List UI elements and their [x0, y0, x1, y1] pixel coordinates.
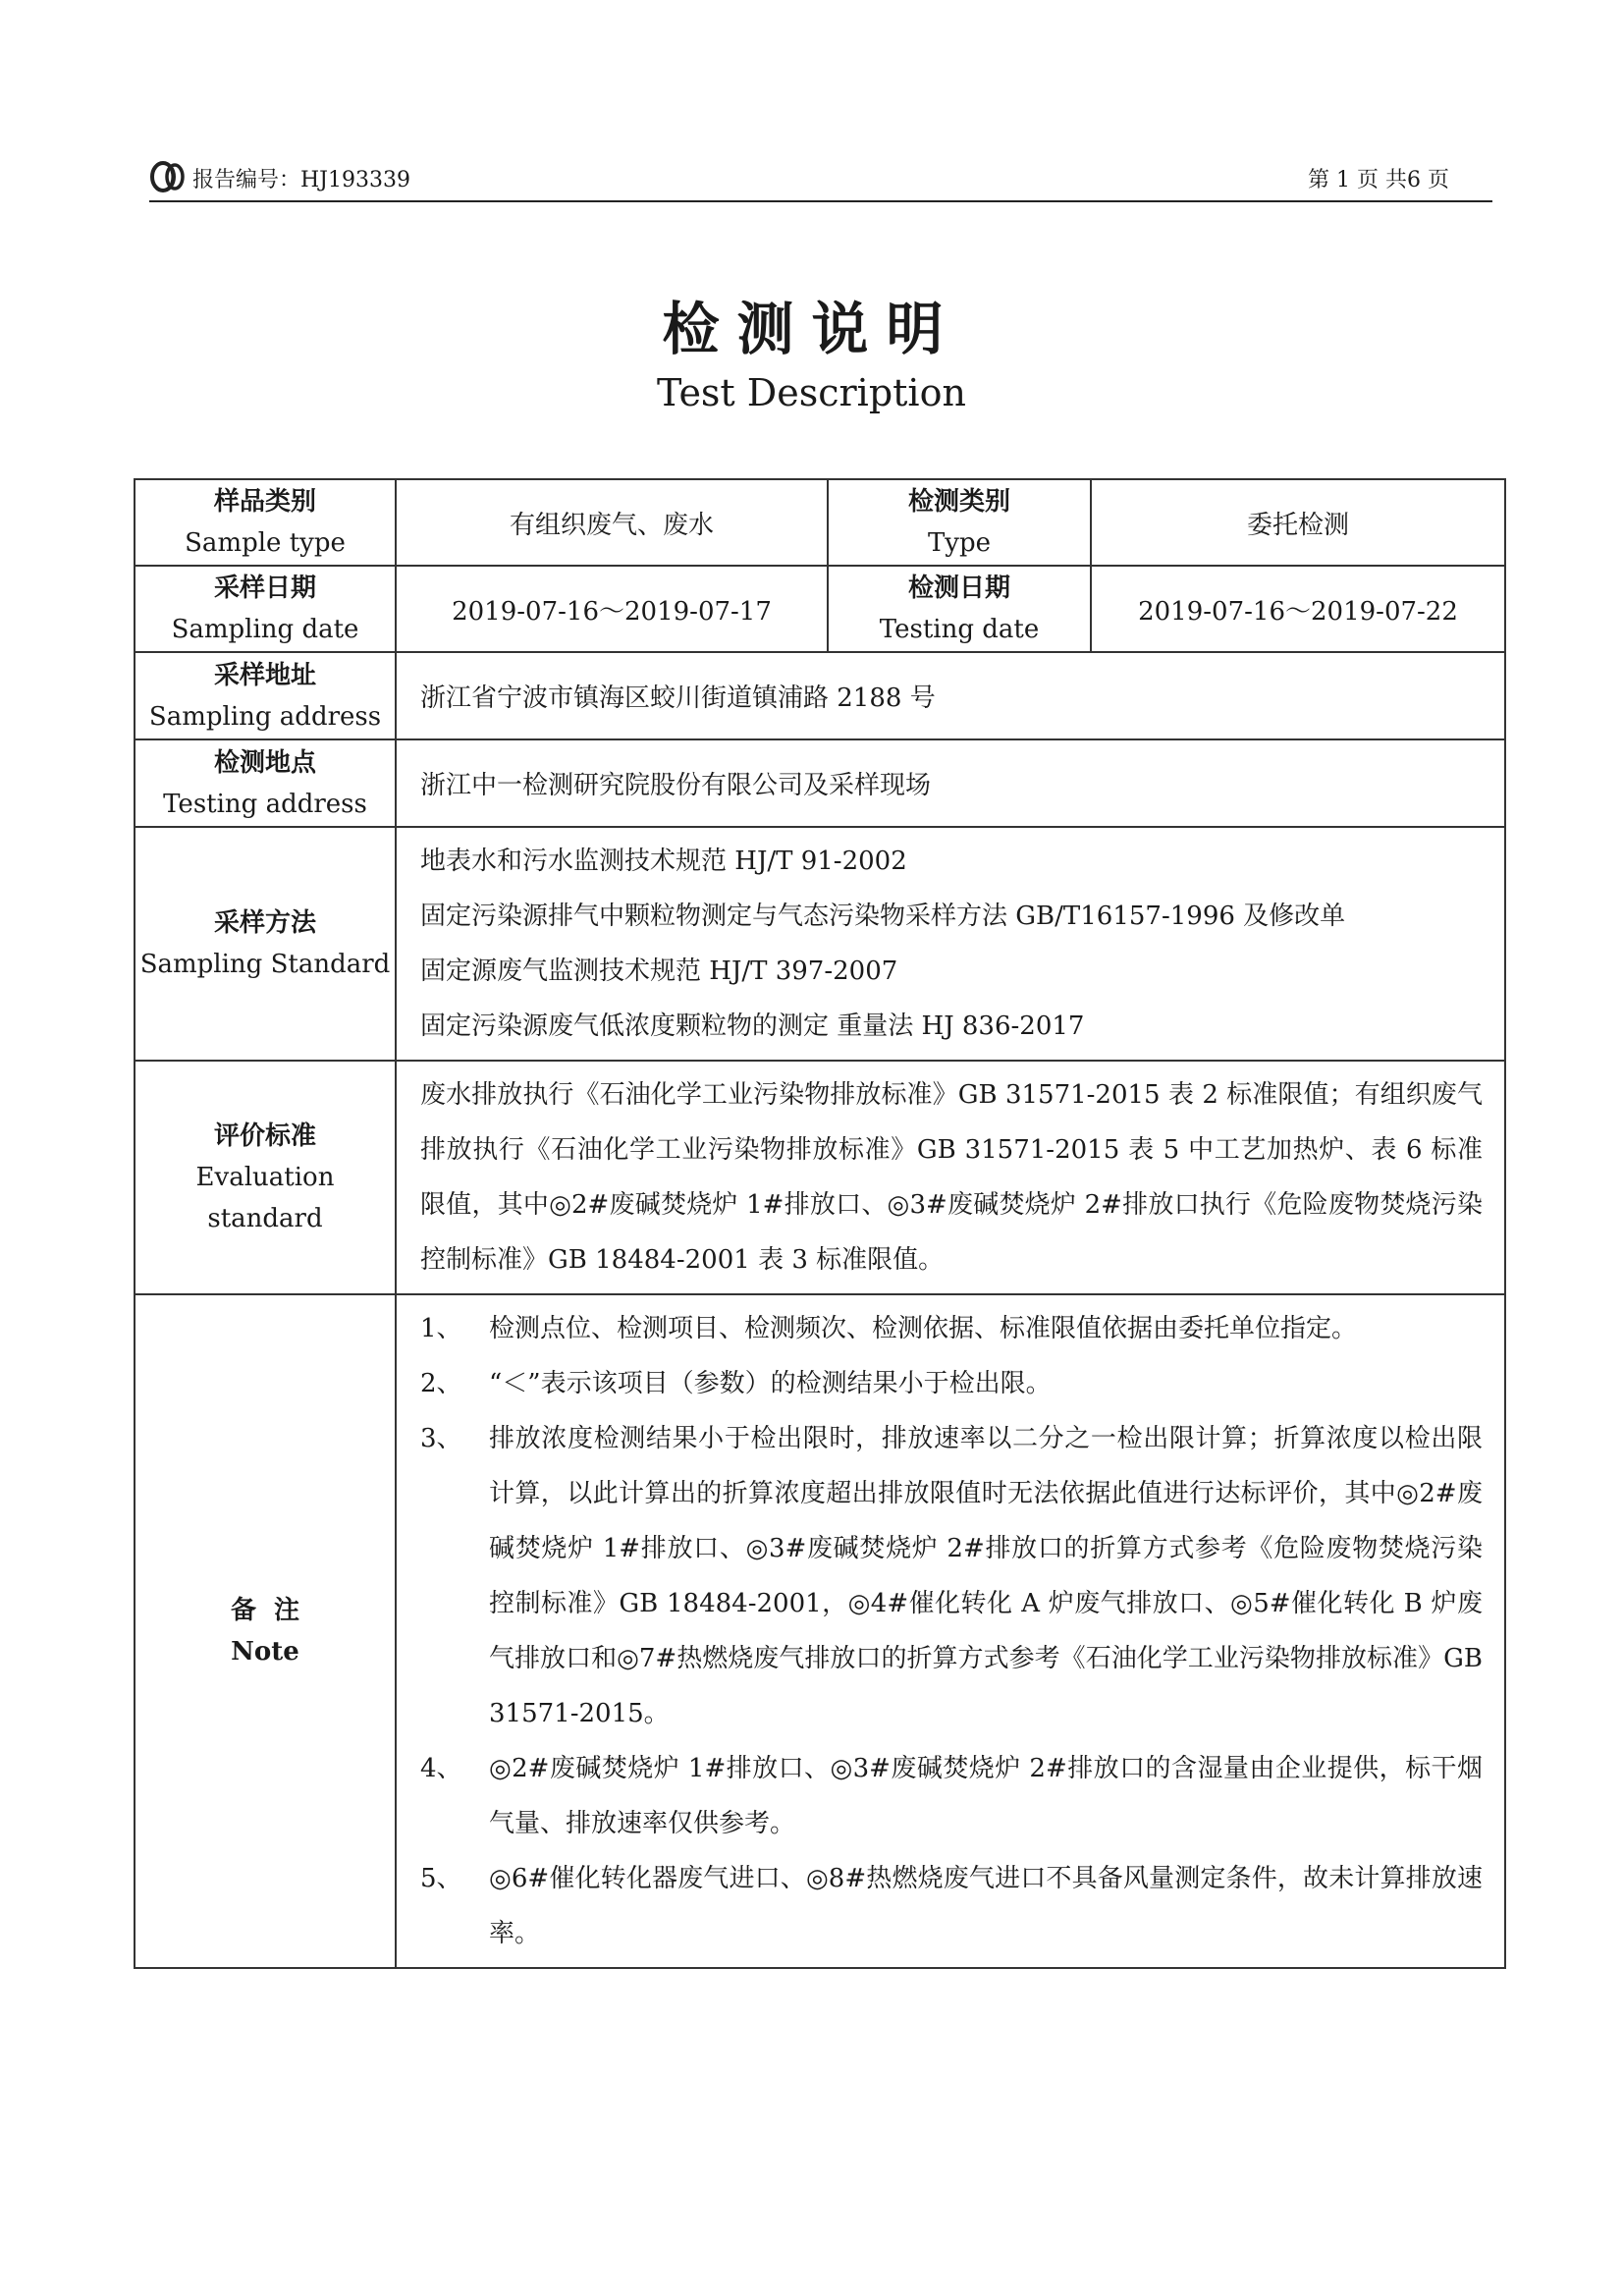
- sample-type-value: 有组织废气、废水: [396, 479, 828, 566]
- list-item: 5、 ◎6#催化转化器废气进口、◎8#热燃烧废气进口不具备风量测定条件，故未计算排放速率。: [420, 1864, 1483, 1948]
- page-title: 检测说明: [662, 296, 961, 362]
- list-item: 2、 “＜”表示该项目（参数）的检测结果小于检出限。: [420, 1369, 1052, 1398]
- list-item: 地表水和污水监测技术规范 HJ/T 91-2002: [420, 847, 907, 876]
- test-type-label: 检测类别 Type: [828, 479, 1091, 566]
- note-list: [396, 1294, 1505, 1968]
- testing-date-value: 2019-07-16～2019-07-22: [1091, 566, 1505, 652]
- testing-date-label: 检测日期 Testing date: [828, 566, 1091, 652]
- list-item: 固定污染源排气中颗粒物测定与气态污染物采样方法 GB/T16157-1996 及修改单: [420, 902, 1346, 931]
- sampling-date-value: 2019-07-16～2019-07-17: [396, 566, 828, 652]
- note-label: 备 注 Note: [135, 1294, 396, 1968]
- sampling-date-label: 采样日期 Sampling date: [135, 566, 396, 652]
- evaluation-standard-text: 废水排放执行《石油化学工业污染物排放标准》GB 31571-2015 表 2 标准限值；有组织废气排放执行《石油化学工业污染物排放标准》GB 31571-2015 表 5 中工艺加热炉、表 6 标准限值，其中◎2#废碱焚烧炉 1#排放口、◎3#废碱焚烧炉 2#排放口执行《危险废物焚烧污染控制标准》GB 18484-2001 表 3 标准限值。: [396, 1061, 1505, 1294]
- table-row: [135, 1294, 1505, 1968]
- table-row: [135, 1061, 1505, 1294]
- sampling-address-label: 采样地址 Sampling address: [135, 652, 396, 739]
- test-description-table: [134, 478, 1506, 1969]
- page-header: [149, 157, 1492, 202]
- list-item: 1、 检测点位、检测项目、检测频次、检测依据、标准限值依据由委托单位指定。: [420, 1314, 1358, 1343]
- sampling-standard-list: [396, 827, 1505, 1061]
- list-item: 固定污染源废气低浓度颗粒物的测定 重量法 HJ 836-2017: [420, 1011, 1085, 1041]
- testing-address-label: 检测地点 Testing address: [135, 739, 396, 827]
- list-item: 3、 排放浓度检测结果小于检出限时，排放速率以二分之一检出限计算；折算浓度以检出限计算，以此计算出的折算浓度超出排放限值时无法依据此值进行达标评价，其中◎2#废碱焚烧炉 1#排放口、◎3#废碱焚烧炉 2#排放口的折算方式参考《危险废物焚烧污染控制标准》GB 18484-2001，◎4#催化转化 A 炉废气排放口、◎5#催化转化 B 炉废气排放口和◎7#热燃烧废气排放口的折算方式参考《石油化学工业污染物排放标准》GB 31571-2015。: [420, 1424, 1483, 1728]
- sampling-standard-label: 采样方法 Sampling Standard: [135, 827, 396, 1061]
- evaluation-standard-label: 评价标准 Evaluation standard: [135, 1061, 396, 1294]
- page-number: 第 1 页 共6 页: [1308, 168, 1449, 192]
- table-row: [135, 739, 1505, 827]
- sample-type-label: 样品类别 Sample type: [135, 479, 396, 566]
- table-row: [135, 827, 1505, 1061]
- sampling-address-value: 浙江省宁波市镇海区蛟川街道镇浦路 2188 号: [396, 652, 1505, 739]
- table-row: [135, 652, 1505, 739]
- page-subtitle: Test Description: [657, 371, 966, 414]
- company-logo-icon: [149, 159, 189, 194]
- table-row: [135, 566, 1505, 652]
- report-number: 报告编号：HJ193339: [192, 168, 410, 192]
- list-item: 4、 ◎2#废碱焚烧炉 1#排放口、◎3#废碱焚烧炉 2#排放口的含湿量由企业提供，标干烟气量、排放速率仅供参考。: [420, 1754, 1483, 1838]
- test-type-value: 委托检测: [1091, 479, 1505, 566]
- table-row: [135, 479, 1505, 566]
- testing-address-value: 浙江中一检测研究院股份有限公司及采样现场: [396, 739, 1505, 827]
- list-item: 固定源废气监测技术规范 HJ/T 397-2007: [420, 957, 898, 986]
